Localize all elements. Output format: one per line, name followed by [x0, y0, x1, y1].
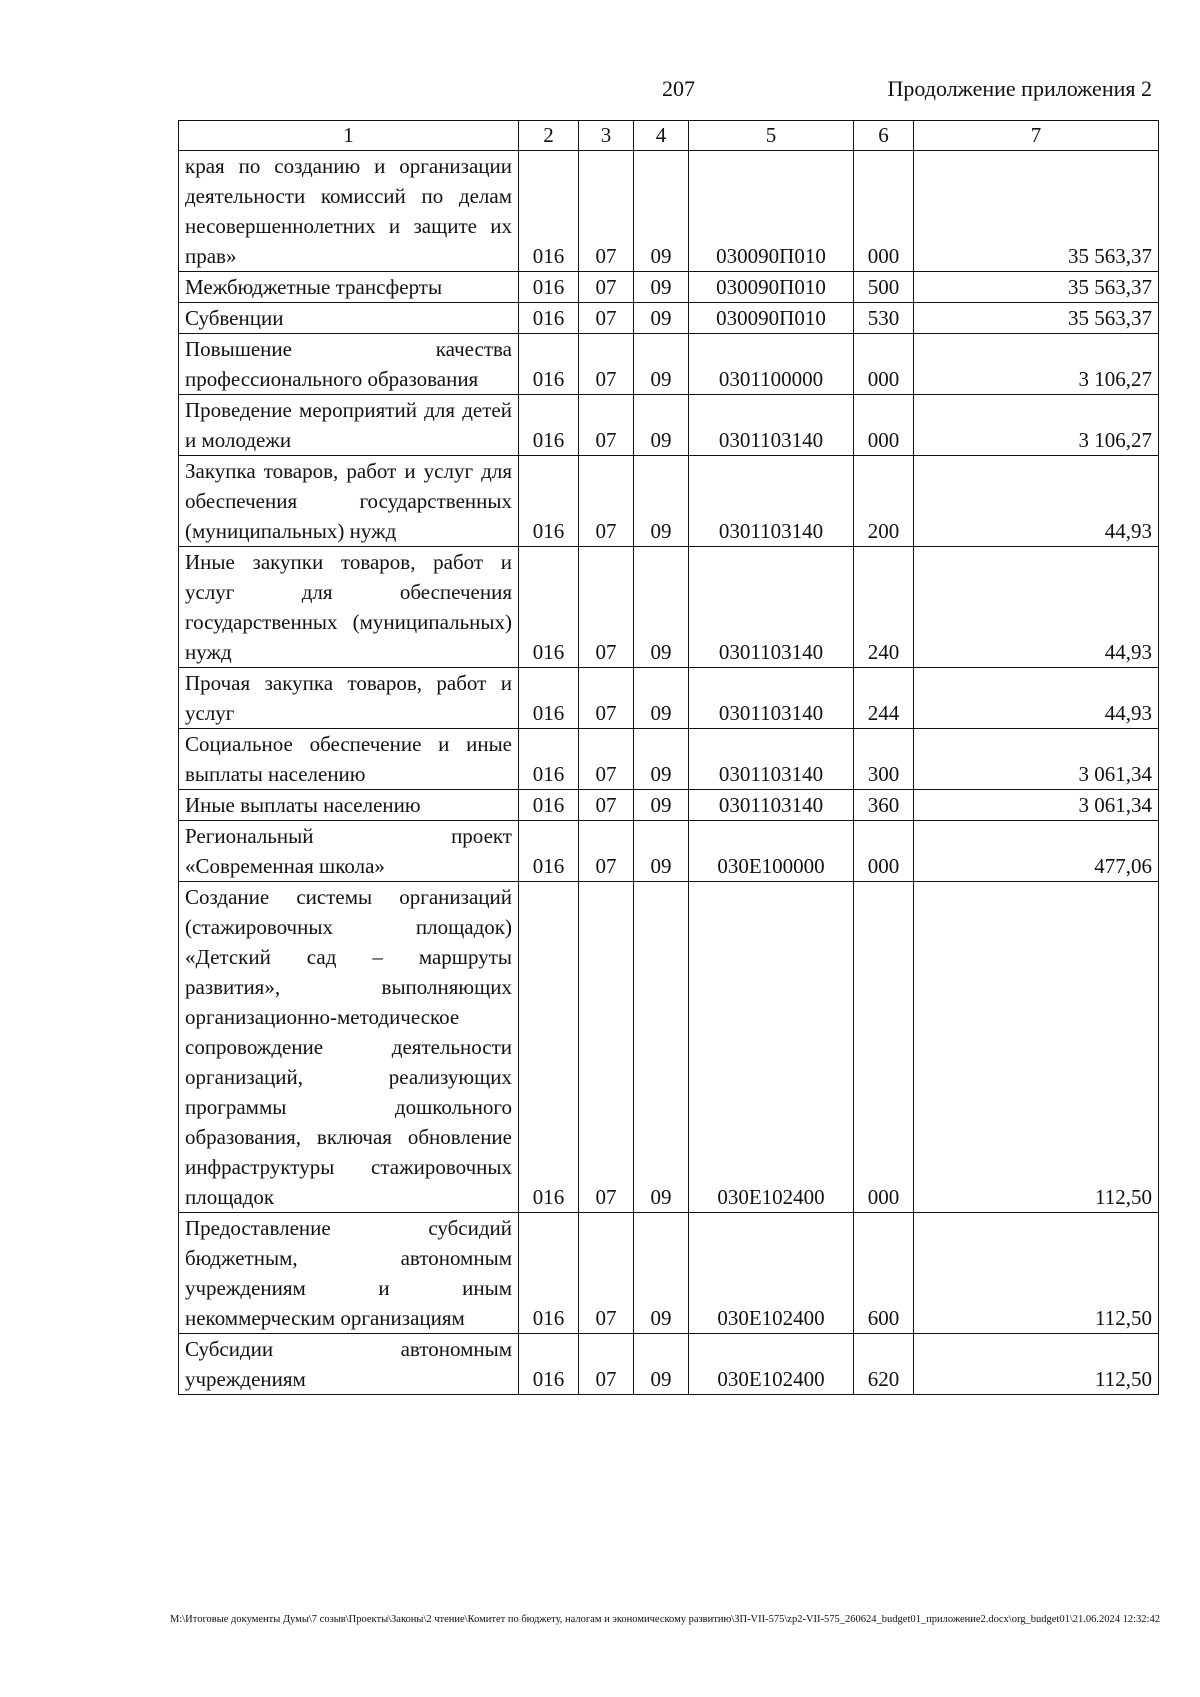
column-header: 3 [579, 121, 634, 151]
cell-ministry-code: 016 [519, 395, 579, 456]
cell-amount: 112,50 [914, 1213, 1159, 1334]
cell-expense-type: 500 [854, 272, 914, 303]
cell-ministry-code: 016 [519, 668, 579, 729]
cell-ministry-code: 016 [519, 456, 579, 547]
table-header-row [179, 121, 1159, 151]
cell-section-code: 07 [579, 272, 634, 303]
cell-target-article: 0301103140 [689, 395, 854, 456]
cell-subsection-code: 09 [634, 151, 689, 272]
cell-ministry-code: 016 [519, 547, 579, 668]
row-name: Прочая закупка товаров, работ и услуг [179, 668, 519, 729]
row-name: Региональный проект «Современная школа» [179, 821, 519, 882]
cell-amount: 3 061,34 [914, 729, 1159, 790]
cell-target-article: 0301103140 [689, 547, 854, 668]
cell-section-code: 07 [579, 547, 634, 668]
row-name: Закупка товаров, работ и услуг для обеспечения государственных (муниципальных) нужд [179, 456, 519, 547]
cell-ministry-code: 016 [519, 303, 579, 334]
cell-target-article: 030090П010 [689, 151, 854, 272]
table-row [179, 821, 1159, 882]
cell-target-article: 030E100000 [689, 821, 854, 882]
cell-amount: 112,50 [914, 882, 1159, 1213]
cell-subsection-code: 09 [634, 1334, 689, 1395]
table-row [179, 668, 1159, 729]
cell-amount: 112,50 [914, 1334, 1159, 1395]
cell-target-article: 0301100000 [689, 334, 854, 395]
table-row [179, 303, 1159, 334]
cell-expense-type: 530 [854, 303, 914, 334]
cell-amount: 3 106,27 [914, 395, 1159, 456]
column-header: 7 [914, 121, 1159, 151]
budget-table [178, 120, 1159, 1395]
cell-subsection-code: 09 [634, 882, 689, 1213]
cell-expense-type: 000 [854, 334, 914, 395]
cell-ministry-code: 016 [519, 882, 579, 1213]
cell-expense-type: 000 [854, 151, 914, 272]
cell-expense-type: 200 [854, 456, 914, 547]
table-row [179, 456, 1159, 547]
cell-target-article: 030E102400 [689, 882, 854, 1213]
cell-subsection-code: 09 [634, 790, 689, 821]
cell-target-article: 0301103140 [689, 668, 854, 729]
table-row [179, 882, 1159, 1213]
cell-expense-type: 300 [854, 729, 914, 790]
row-name: Создание системы организаций (стажировочных площадок) «Детский сад – маршруты развития», выполняющих организационно-методическое сопровождение деятельности организаций, реализующих программы дошкольного образования, включая обновление инфраструктуры стажировочных площадок [179, 882, 519, 1213]
cell-expense-type: 240 [854, 547, 914, 668]
cell-section-code: 07 [579, 821, 634, 882]
cell-section-code: 07 [579, 729, 634, 790]
cell-target-article: 030090П010 [689, 303, 854, 334]
cell-amount: 3 061,34 [914, 790, 1159, 821]
cell-ministry-code: 016 [519, 1213, 579, 1334]
file-path-footer: M:\Итоговые документы Думы\7 созыв\Проекты\Законы\2 чтение\Комитет по бюджету, налогам и экономическому развитию\ЗП-VII-575\zp2-VII-575_260624_budget01_приложение2.docx\org_budget01\21.06.2024 12:32:42 [170, 1614, 1160, 1625]
cell-expense-type: 244 [854, 668, 914, 729]
table-row [179, 151, 1159, 272]
cell-expense-type: 360 [854, 790, 914, 821]
cell-subsection-code: 09 [634, 395, 689, 456]
cell-ministry-code: 016 [519, 1334, 579, 1395]
cell-ministry-code: 016 [519, 729, 579, 790]
cell-target-article: 0301103140 [689, 456, 854, 547]
row-name: Иные выплаты населению [179, 790, 519, 821]
cell-subsection-code: 09 [634, 1213, 689, 1334]
row-name: Предоставление субсидий бюджетным, автономным учреждениям и иным некоммерческим организациям [179, 1213, 519, 1334]
cell-ministry-code: 016 [519, 821, 579, 882]
cell-expense-type: 620 [854, 1334, 914, 1395]
column-header: 5 [689, 121, 854, 151]
column-header: 6 [854, 121, 914, 151]
cell-subsection-code: 09 [634, 729, 689, 790]
continuation-title: Продолжение приложения 2 [887, 76, 1152, 101]
cell-ministry-code: 016 [519, 151, 579, 272]
cell-amount: 477,06 [914, 821, 1159, 882]
cell-section-code: 07 [579, 151, 634, 272]
table-row [179, 790, 1159, 821]
cell-target-article: 0301103140 [689, 729, 854, 790]
cell-amount: 35 563,37 [914, 272, 1159, 303]
row-name: Межбюджетные трансферты [179, 272, 519, 303]
column-header: 1 [179, 121, 519, 151]
cell-expense-type: 600 [854, 1213, 914, 1334]
cell-subsection-code: 09 [634, 668, 689, 729]
cell-subsection-code: 09 [634, 334, 689, 395]
cell-expense-type: 000 [854, 882, 914, 1213]
cell-target-article: 030E102400 [689, 1213, 854, 1334]
cell-amount: 44,93 [914, 547, 1159, 668]
cell-section-code: 07 [579, 334, 634, 395]
table-row [179, 547, 1159, 668]
column-header: 2 [519, 121, 579, 151]
cell-expense-type: 000 [854, 821, 914, 882]
cell-section-code: 07 [579, 1334, 634, 1395]
cell-amount: 35 563,37 [914, 303, 1159, 334]
cell-target-article: 030090П010 [689, 272, 854, 303]
table-row [179, 395, 1159, 456]
table-row [179, 1213, 1159, 1334]
table-row [179, 272, 1159, 303]
row-name: Субвенции [179, 303, 519, 334]
table-row [179, 729, 1159, 790]
cell-amount: 44,93 [914, 668, 1159, 729]
row-name: Субсидии автономным учреждениям [179, 1334, 519, 1395]
cell-target-article: 0301103140 [689, 790, 854, 821]
cell-section-code: 07 [579, 1213, 634, 1334]
table-row [179, 1334, 1159, 1395]
cell-section-code: 07 [579, 790, 634, 821]
page-header [0, 76, 1200, 110]
cell-subsection-code: 09 [634, 456, 689, 547]
cell-amount: 35 563,37 [914, 151, 1159, 272]
cell-subsection-code: 09 [634, 547, 689, 668]
row-name: Социальное обеспечение и иные выплаты населению [179, 729, 519, 790]
table-row [179, 334, 1159, 395]
cell-ministry-code: 016 [519, 334, 579, 395]
cell-amount: 3 106,27 [914, 334, 1159, 395]
cell-section-code: 07 [579, 456, 634, 547]
cell-section-code: 07 [579, 395, 634, 456]
cell-subsection-code: 09 [634, 303, 689, 334]
row-name: Повышение качества профессионального образования [179, 334, 519, 395]
cell-ministry-code: 016 [519, 272, 579, 303]
cell-section-code: 07 [579, 303, 634, 334]
row-name: Иные закупки товаров, работ и услуг для обеспечения государственных (муниципальных) нужд [179, 547, 519, 668]
cell-subsection-code: 09 [634, 272, 689, 303]
cell-section-code: 07 [579, 882, 634, 1213]
column-header: 4 [634, 121, 689, 151]
cell-subsection-code: 09 [634, 821, 689, 882]
cell-ministry-code: 016 [519, 790, 579, 821]
cell-section-code: 07 [579, 668, 634, 729]
cell-expense-type: 000 [854, 395, 914, 456]
row-name: края по созданию и организации деятельности комиссий по делам несовершеннолетних и защите их прав» [179, 151, 519, 272]
cell-amount: 44,93 [914, 456, 1159, 547]
page-number: 207 [662, 76, 695, 101]
cell-target-article: 030E102400 [689, 1334, 854, 1395]
row-name: Проведение мероприятий для детей и молодежи [179, 395, 519, 456]
